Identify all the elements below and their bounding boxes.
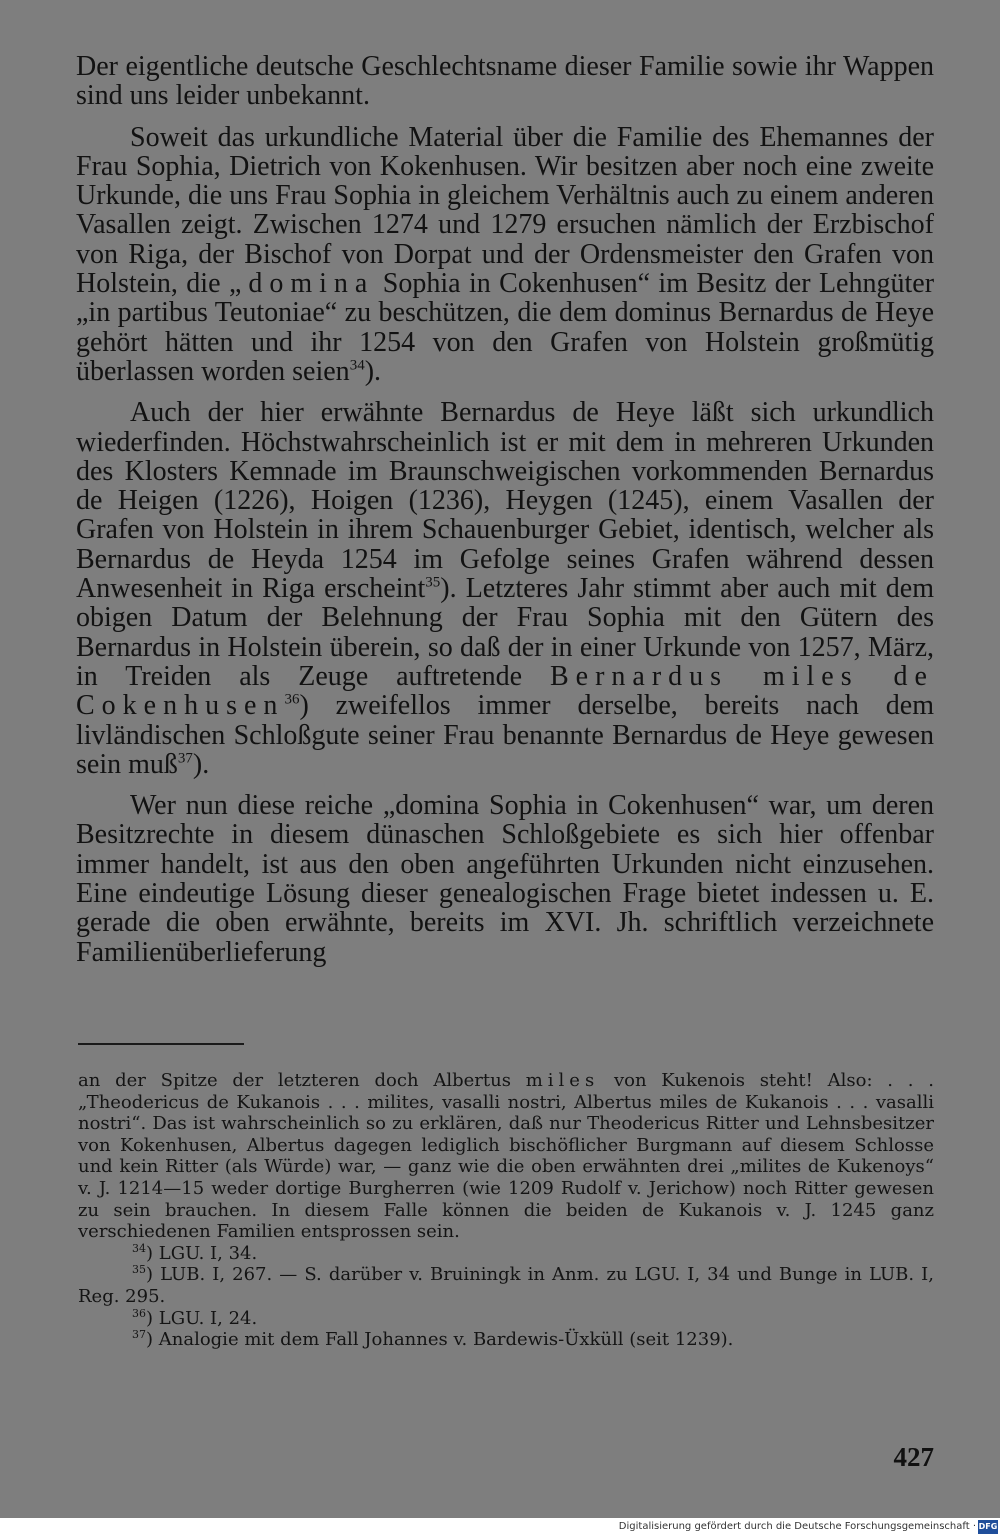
footnote-number: 34 — [132, 1241, 146, 1255]
footnote-ref-34: 34 — [349, 357, 365, 374]
footnote-text: ) LGU. I, 24. — [146, 1307, 258, 1329]
paragraph-3-text-a: Auch der hier erwähnte Bernardus de Heye läßt sich urkundlich wiederfinden. Höchstwahrscheinlich ist er mit dem in mehreren Urkunden des Klosters Kemnade im Braunschweigischen vorkommenden Bernardus de Heigen (1226), Hoigen (1236), Heygen (1245), einem Vasallen der Grafen von Holstein in ihrem Schauenburger Gebiet, identisch, welcher als Bernardus de Heyda 1254 im Gefolge seines Grafen während dessen Anwesenheit in Riga erscheint — [76, 397, 934, 605]
paragraph-2-text-b: Sophia in Cokenhusen“ im Besitz der Lehngüter „in partibus Teutoniae“ zu beschützen, die dem dominus Bernardus de Heye gehört hätten und ihr 1254 von den Grafen von Holstein großmütig überlassen worden seien — [76, 268, 935, 387]
dfg-logo-icon: DFG — [978, 1520, 998, 1534]
footnote-37 — [78, 1329, 934, 1351]
footnote-35 — [78, 1264, 934, 1307]
footnote-text: ) LGU. I, 34. — [146, 1242, 258, 1264]
footnote-continuation-spaced: miles — [525, 1070, 600, 1091]
paragraph-1-text: Der eigentliche deutsche Geschlechtsname dieser Familie sowie ihr Wappen sind uns leider unbekannt. — [76, 51, 934, 112]
paragraph-3-spaced-term: Bernardus miles de Cokenhusen — [76, 660, 934, 722]
paragraph-3-text-b: ). Letzteres Jahr stimmt aber auch mit dem obigen Datum der Belehnung der Frau Sophia mit den Gütern des Bernardus in Holstein überein, so daß der in einer Urkunde von 1257, März, in Treiden als Zeuge auftretende — [76, 573, 934, 692]
footnote-36 — [78, 1308, 934, 1330]
paragraph-3 — [76, 398, 934, 779]
footnote-number: 37 — [132, 1328, 146, 1342]
page-number: 427 — [893, 1442, 934, 1472]
main-text — [76, 52, 934, 979]
paragraph-4-text: Wer nun diese reiche „domina Sophia in Cokenhusen“ war, um deren Besitzrechte in diesem dünaschen Schloßgebiete es sich hier offenbar immer handelt, ist aus den oben angeführten Urkunden nicht einzusehen. Eine eindeutige Lösung dieser genealogischen Frage bietet indessen u. E. gerade die oben erwähnte, bereits im XVI. Jh. schriftlich verzeichnete Familienüberlieferung — [76, 790, 934, 968]
footnote-34 — [78, 1243, 934, 1265]
footnote-text: ) Analogie mit dem Fall Johannes v. Bardewis-Üxküll (seit 1239). — [146, 1329, 734, 1351]
footnote-text: ) LUB. I, 267. — S. darüber v. Bruiningk in Anm. zu LGU. I, 34 und Bunge in LUB. I, Reg. 295. — [78, 1264, 934, 1307]
footnote-number: 36 — [132, 1306, 146, 1320]
paragraph-2-end: ). — [364, 355, 382, 387]
footnote-ref-37: 37 — [177, 750, 193, 767]
paragraph-2 — [76, 123, 934, 387]
paragraph-4 — [76, 791, 934, 967]
footnote-number: 35 — [132, 1263, 146, 1277]
footnote-divider — [78, 1043, 244, 1045]
digitization-credit: Digitalisierung gefördert durch die Deutsche Forschungsgemeinschaft · — [618, 1521, 976, 1532]
paragraph-2-spaced-term: „domina — [228, 268, 375, 300]
paragraph-2-text-a: Soweit das urkundliche Material über die Familie des Ehemannes der Frau Sophia, Dietrich von Kokenhusen. Wir besitzen aber noch eine zweite Urkunde, die uns Frau Sophia in gleichem Verhältnis auch zu einem anderen Vasallen zeigt. Zwischen 1274 und 1279 ersuchen nämlich der Erzbischof von Riga, der Bischof von Dorpat und der Ordensmeister den Grafen von Holstein, die — [76, 121, 934, 300]
footnote-ref-36: 36 — [284, 691, 300, 708]
paragraph-3-text-c: ) zweifellos immer derselbe, bereits nach dem livländischen Schloßgute seiner Frau benannte Bernardus de Heye gewesen sein muß — [76, 690, 934, 780]
footnote-continuation-text-b: von Kukenois steht! Also: . . . „Theodericus de Kukanois . . . milites, vasalli nostri, Albertus miles de Kukanois . . . vasalli nostri“. Das ist wahrscheinlich so zu erklären, daß nur Theodericus Ritter und Lehnsbesitzer von Kokenhusen, Albertus dagegen lediglich bischöflicher Burgmann auf diesem Schlosse und kein Ritter (als Würde) war, — ganz wie die oben erwähnten drei „milites de Kukenoys“ v. J. 1214—15 weder dortige Burgherren (wie 1209 Rudolf v. Jerichow) noch Ritter gewesen zu sein brauchen. In diesem Falle können die beiden de Kukanois v. J. 1245 ganz verschiedenen Familien entsprossen sein. — [78, 1070, 934, 1243]
footnote-continuation-text-a: an der Spitze der letzteren doch Albertus — [78, 1070, 526, 1091]
footnote-continuation — [78, 1070, 934, 1243]
footnotes — [78, 1070, 934, 1351]
paragraph-3-end: ). — [192, 748, 210, 780]
footnote-ref-35: 35 — [425, 574, 441, 591]
paragraph-1 — [76, 52, 934, 111]
